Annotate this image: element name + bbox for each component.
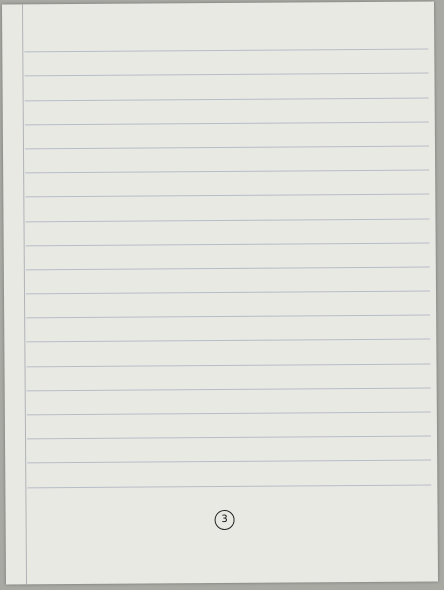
handwritten-text-block bbox=[24, 26, 431, 488]
text-line bbox=[26, 292, 430, 319]
notebook-page bbox=[2, 1, 438, 584]
text-line bbox=[25, 195, 429, 222]
text-line bbox=[24, 74, 428, 101]
text-line bbox=[26, 340, 430, 367]
page-number: 3 bbox=[215, 510, 235, 530]
text-line bbox=[24, 26, 428, 53]
text-line bbox=[26, 316, 430, 343]
text-line bbox=[27, 437, 431, 464]
text-line bbox=[25, 171, 429, 198]
text-line bbox=[26, 243, 430, 270]
text-line bbox=[24, 50, 428, 77]
text-line bbox=[25, 98, 429, 125]
text-line bbox=[27, 413, 431, 440]
text-line bbox=[25, 219, 429, 246]
text-line bbox=[27, 461, 431, 488]
text-line bbox=[27, 388, 431, 415]
text-line bbox=[25, 122, 429, 149]
text-line bbox=[26, 267, 430, 294]
text-line bbox=[27, 364, 431, 391]
text-line bbox=[25, 146, 429, 173]
